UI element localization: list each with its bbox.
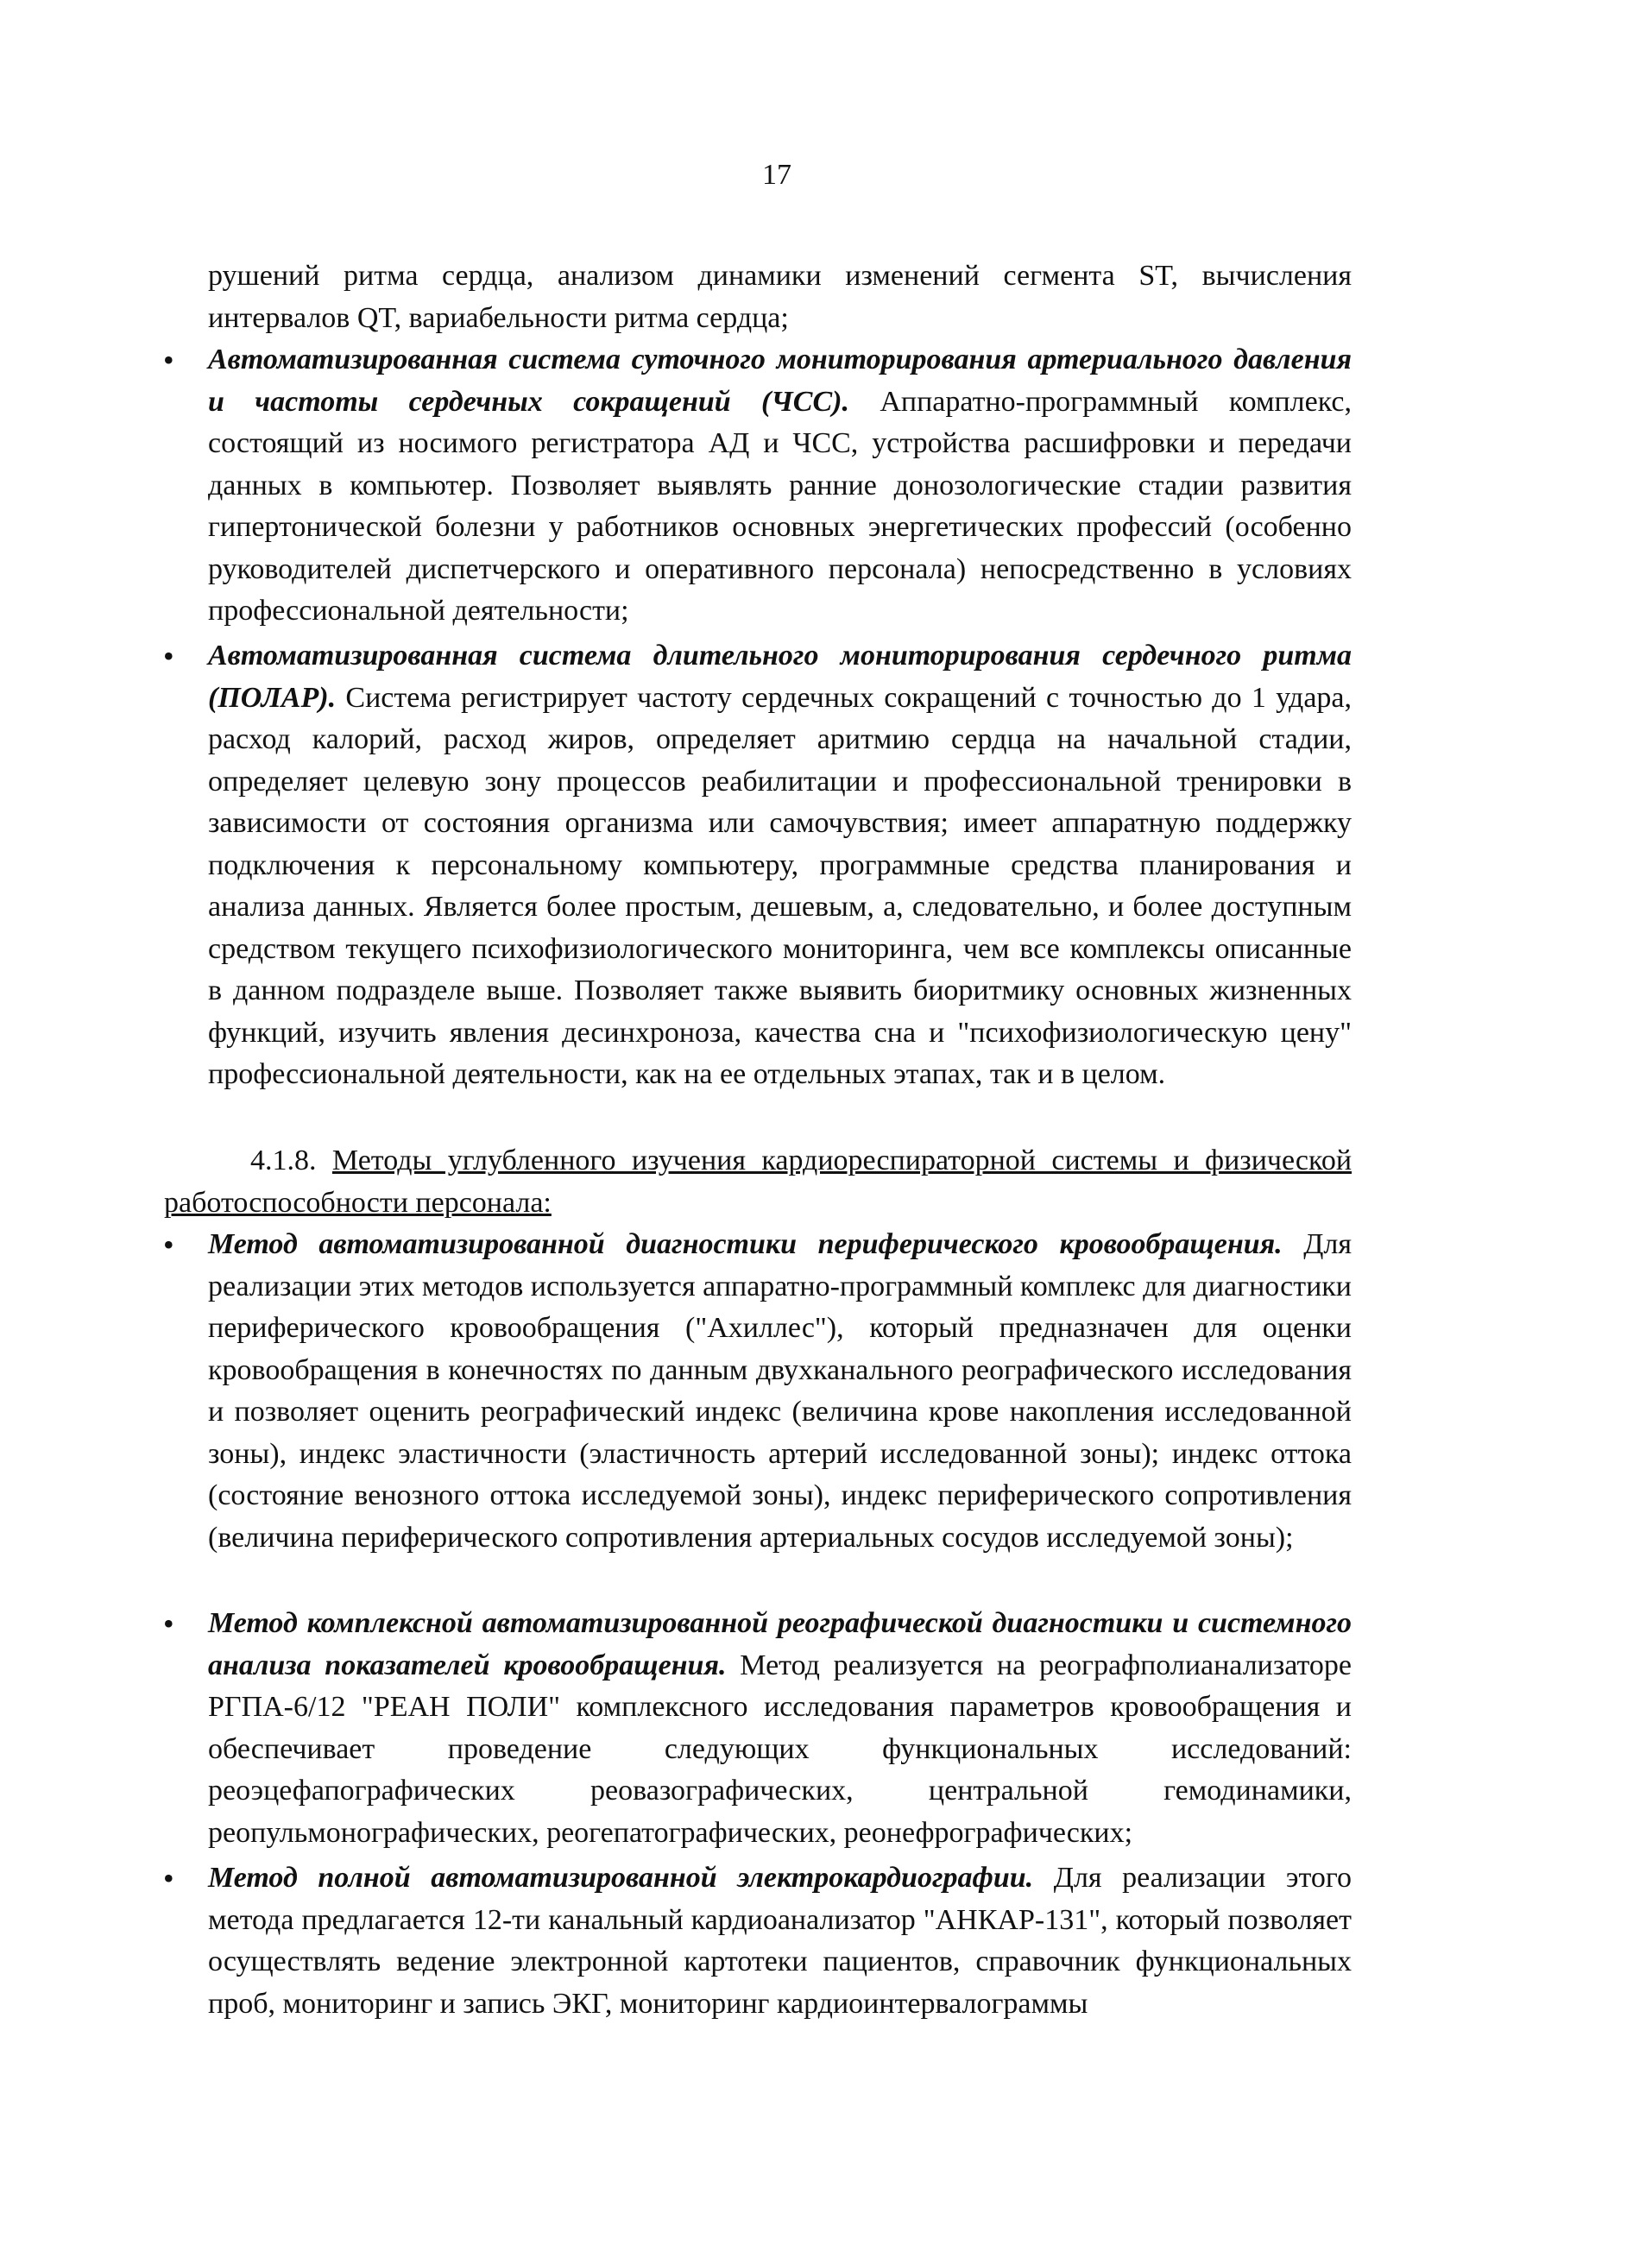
list-item xyxy=(208,635,1352,1096)
list-item xyxy=(208,1224,1352,1559)
list-item xyxy=(208,339,1352,633)
continuation-paragraph xyxy=(208,255,1352,339)
list-item-title: Метод полной автоматизированной электрокардиографии. xyxy=(208,1862,1034,1894)
list-item-text xyxy=(208,635,1352,1096)
paragraph-text: рушений ритма сердца, анализом динамики изменений сегмента ST, вычисления интервалов QT, вариабельности ритма сердца; xyxy=(208,260,1352,334)
list-item-title: Автоматизированная система длительного мониторирования сердечного ритма (ПОЛАР). xyxy=(208,640,1352,714)
section-heading xyxy=(164,1140,1352,1224)
bullet-icon: • xyxy=(163,1227,174,1262)
list-item-title: Метод автоматизированной диагностики периферического кровообращения. xyxy=(208,1228,1283,1260)
list-item-text xyxy=(208,1857,1352,2025)
bullet-icon: • xyxy=(163,343,174,377)
list-item-text xyxy=(208,1224,1352,1559)
list-item xyxy=(208,1603,1352,1854)
list-item-body: Аппаратно-программный комплекс, состоящий из носимого регистратора АД и ЧСС, устройства расшифровки и передачи данных в компьютер. Позволяет выявлять ранние донозологические стадии развития гипертонической болезни у работников основных энергетических профессий (особенно руководителей диспетчерского и оперативного персонала) непосредственно в условиях профессиональной деятельности; xyxy=(208,385,1352,627)
bullet-icon: • xyxy=(163,639,174,673)
list-item-body: Метод реализуется на реографполианализаторе РГПА-6/12 "РЕАН ПОЛИ" комплексного исследования параметров кровообращения и обеспечивает проведение следующих функциональных исследований: реоэцефапографических реовазографических, центральной гемодинамики, реопульмонографических, реогепатографических, реонефрографических; xyxy=(208,1649,1352,1849)
page-number: 17 xyxy=(762,159,791,191)
section-number: 4.1.8. xyxy=(250,1145,317,1176)
section-title: Методы углубленного изучения кардиореспираторной системы и физической работоспособности персонала: xyxy=(164,1145,1352,1219)
list-item xyxy=(208,1857,1352,2025)
list-item-body: Система регистрирует частоту сердечных сокращений с точностью до 1 удара, расход калорий, расход жиров, определяет аритмию сердца на начальной стадии, определяет целевую зону процессов реабилитации и профессиональной тренировки в зависимости от состояния организма или самочувствия; имеет аппаратную поддержку подключения к персональному компьютеру, программные средства планирования и анализа данных. Является более простым, дешевым, а, следовательно, и более доступным средством текущего психофизиологического мониторинга, чем все комплексы описанные в данном подразделе выше. Позволяет также выявить биоритмику основных жизненных функций, изучить явления десинхроноза, качества сна и "психофизиологическую цену" профессиональной деятельности, как на ее отдельных этапах, так и в целом. xyxy=(208,681,1352,1090)
bullet-icon: • xyxy=(163,1606,174,1641)
list-item-text xyxy=(208,1603,1352,1854)
list-item-body: Для реализации этих методов используется аппаратно-программный комплекс для диагностики периферического кровообращения ("Ахиллес"), который предназначен для оценки кровообращения в конечностях по данным двухканального реографического исследования и позволяет оценить реографический индекс (величина крове накопления исследованной зоны), индекс эластичности (эластичность артерий исследованной зоны); индекс оттока (состояние венозного оттока исследуемой зоны), индекс периферического сопротивления (величина периферического сопротивления артериальных сосудов исследуемой зоны); xyxy=(208,1228,1352,1554)
list-item-body: Для реализации этого метода предлагается 12-ти канальный кардиоанализатор "АНКАР-131", который позволяет осуществлять ведение электронной картотеки пациентов, справочник функциональных проб, мониторинг и запись ЭКГ, мониторинг кардиоинтервалограммы xyxy=(208,1862,1352,2020)
bullet-icon: • xyxy=(163,1861,174,1895)
list-item-text xyxy=(208,339,1352,633)
list-item-title: Метод комплексной автоматизированной реографической диагностики и системного анализа показателей кровообращения. xyxy=(208,1607,1352,1681)
list-item-title: Автоматизированная система суточного мониторирования артериального давления и частоты сердечных сокращений (ЧСС). xyxy=(208,344,1352,418)
